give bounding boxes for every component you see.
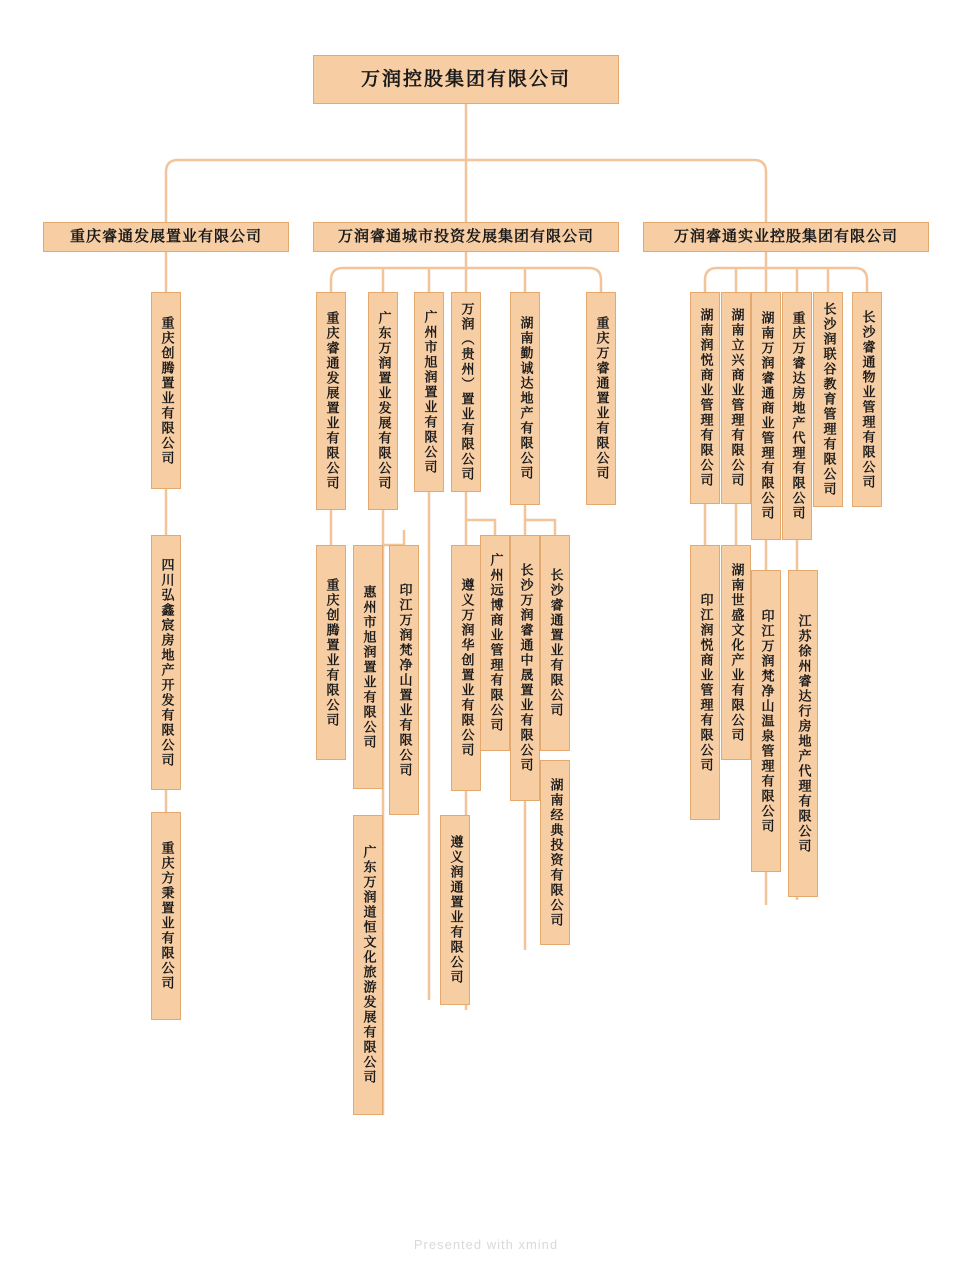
- branch2-sub-5[interactable]: [480, 535, 510, 751]
- branch2-child-label-4: 万润（贵州）置业有限公司: [459, 302, 475, 482]
- branch2-sub-1[interactable]: [316, 545, 346, 760]
- branch3-sub-label-1: 印江润悦商业管理有限公司: [698, 592, 714, 773]
- branch2-child-label-1: 重庆睿通发展置业有限公司: [324, 311, 340, 491]
- level1-label-2: 万润睿通城市投资发展集团有限公司: [337, 228, 594, 246]
- branch3-sub-label-3: 印江万润梵净山温泉管理有限公司: [759, 608, 775, 834]
- branch2-sub-label-5: 广州远博商业管理有限公司: [488, 553, 504, 733]
- branch3-child-5[interactable]: [813, 292, 843, 507]
- branch2-child-label-5: 湖南勤诚达地产有限公司: [518, 316, 534, 481]
- level1-label-1: 重庆睿通发展置业有限公司: [69, 228, 262, 246]
- branch2-sub-label-1: 重庆创腾置业有限公司: [324, 577, 340, 728]
- branch2-sub2-1[interactable]: [353, 815, 383, 1115]
- branch2-sub-3[interactable]: [389, 545, 419, 815]
- root-label: 万润控股集团有限公司: [360, 68, 571, 90]
- branch3-child-label-1: 湖南润悦商业管理有限公司: [698, 308, 714, 488]
- branch2-sub-label-2: 惠州市旭润置业有限公司: [361, 584, 377, 750]
- branch2-sub-label-7: 长沙睿通置业有限公司: [548, 568, 564, 718]
- branch1-child-label-3: 重庆方秉置业有限公司: [159, 841, 175, 991]
- branch3-sub-label-2: 湖南世盛文化产业有限公司: [729, 562, 745, 743]
- branch3-child-label-6: 长沙睿通物业管理有限公司: [860, 309, 876, 490]
- branch2-sub-4[interactable]: [451, 545, 481, 791]
- branch3-sub-1[interactable]: [690, 545, 720, 820]
- branch2-sub2-3[interactable]: [540, 760, 570, 945]
- branch2-child-4[interactable]: [451, 292, 481, 492]
- branch2-child-6[interactable]: [586, 292, 616, 505]
- branch3-child-4[interactable]: [782, 292, 812, 540]
- watermark: Presented with xmind: [413, 1237, 559, 1252]
- root-node[interactable]: [313, 55, 619, 104]
- branch2-sub-2[interactable]: [353, 545, 383, 789]
- branch2-sub2-label-3: 湖南经典投资有限公司: [548, 777, 564, 928]
- branch2-child-label-3: 广州市旭润置业有限公司: [422, 309, 438, 475]
- branch2-child-2[interactable]: [368, 292, 398, 510]
- branch2-sub-label-4: 遵义万润华创置业有限公司: [459, 578, 475, 758]
- branch3-sub-label-4: 江苏徐州睿达行房地产代理有限公司: [796, 613, 812, 854]
- branch3-child-label-2: 湖南立兴商业管理有限公司: [729, 308, 745, 488]
- branch2-sub2-2[interactable]: [440, 815, 470, 1005]
- branch2-sub-label-6: 长沙万润睿通中晟置业有限公司: [518, 563, 534, 773]
- branch3-child-1[interactable]: [690, 292, 720, 504]
- branch3-child-6[interactable]: [852, 292, 882, 507]
- branch1-child-1[interactable]: [151, 292, 181, 489]
- branch1-child-label-1: 重庆创腾置业有限公司: [159, 315, 175, 466]
- branch3-child-3[interactable]: [751, 292, 781, 540]
- branch1-child-2[interactable]: [151, 535, 181, 790]
- level1-node-3[interactable]: [643, 222, 929, 252]
- branch3-child-label-5: 长沙润联谷教育管理有限公司: [821, 302, 837, 497]
- branch2-child-5[interactable]: [510, 292, 540, 505]
- branch1-child-3[interactable]: [151, 812, 181, 1020]
- branch2-sub2-label-1: 广东万润道恒文化旅游发展有限公司: [361, 845, 377, 1085]
- branch2-sub-7[interactable]: [540, 535, 570, 751]
- branch3-child-label-4: 重庆万睿达房地产代理有限公司: [790, 311, 806, 521]
- branch2-child-label-2: 广东万润置业发展有限公司: [376, 311, 392, 491]
- branch3-sub-2[interactable]: [721, 545, 751, 760]
- level1-node-2[interactable]: [313, 222, 619, 252]
- branch1-child-label-2: 四川弘鑫宸房地产开发有限公司: [159, 557, 175, 768]
- branch3-child-2[interactable]: [721, 292, 751, 504]
- branch2-sub-label-3: 印江万润梵净山置业有限公司: [397, 582, 413, 778]
- branch2-child-3[interactable]: [414, 292, 444, 492]
- level1-label-3: 万润睿通实业控股集团有限公司: [673, 228, 898, 246]
- branch2-child-1[interactable]: [316, 292, 346, 510]
- branch2-sub-6[interactable]: [510, 535, 540, 801]
- branch2-sub2-label-2: 遵义润通置业有限公司: [448, 835, 464, 985]
- branch3-sub-4[interactable]: [788, 570, 818, 897]
- branch2-child-label-6: 重庆万睿通置业有限公司: [594, 316, 610, 481]
- branch3-child-label-3: 湖南万润睿通商业管理有限公司: [759, 311, 775, 521]
- level1-node-1[interactable]: [43, 222, 289, 252]
- branch3-sub-3[interactable]: [751, 570, 781, 872]
